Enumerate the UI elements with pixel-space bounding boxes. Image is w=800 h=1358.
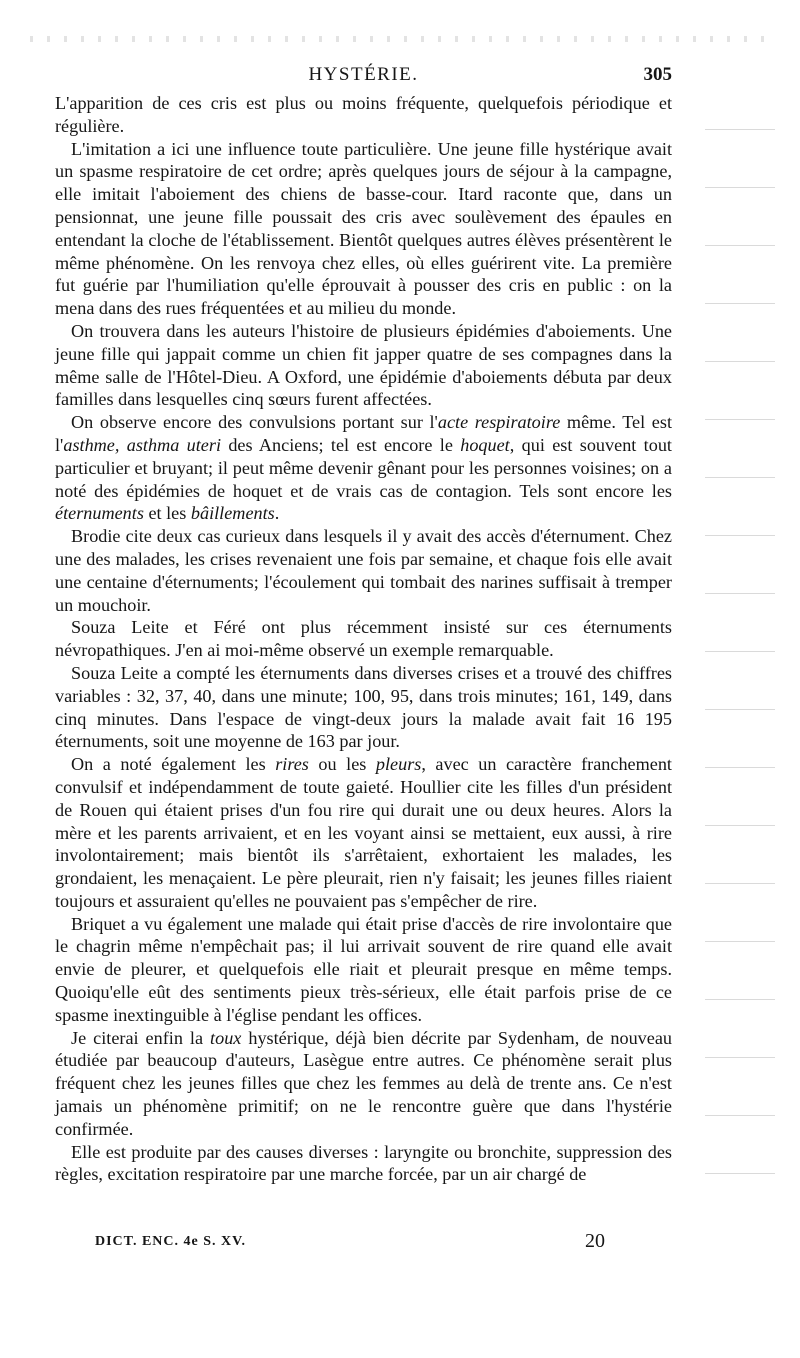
italic-term: hoquet [460,434,510,455]
body-text [55,92,672,1186]
paragraph [55,753,672,913]
italic-term: rires [275,754,309,775]
text-run: Elle est produite par des causes diverses : laryngite ou bronchite, suppression des règles, excitation respiratoire par une marche forcée, par un air chargé de [55,1141,672,1185]
text-run: L'imitation a ici une influence toute particulière. Une jeune fille hystérique avait un spasme respiratoire de cet ordre; après quelques jours de séjour à la campagne, elle imitait l'aboiement des chiens de basse-cour. Itard raconte que, dans un pensionnat, une jeune fille poussait des cris avec soulèvement des épaules en entendant la cloche de l'établissement. Bientôt quelques autres élèves présentèrent le même phénomène. On les renvoya chez elles, où elles guérirent vite. La première fut guérie par l'humiliation qu'elle éprouvait à pousser des cris en public : on la mena dans des rues fréquentées et au milieu du monde. [55,138,672,319]
text-run: Souza Leite a compté les éternuments dans diverses crises et a trouvé des chiffres variables : 32, 37, 40, dans une minute; 100, 95, dans trois minutes; 161, 149, dans cinq minutes. Dans l'espace de vingt-deux jours la malade avait fait 16 195 éternuments, soit une moyenne de 163 par jour. [55,662,672,752]
text-run: On observe encore des convulsions portant sur l' [71,412,438,433]
text-run: et les [143,503,191,524]
italic-term: acte respiratoire [437,412,561,433]
text-run: Je citerai enfin la [71,1027,211,1048]
italic-term: bâillements [190,503,275,524]
text-run: même. Tel est l' [55,412,673,455]
paragraph [55,411,672,525]
scan-noise-top [30,36,770,42]
text-run: Briquet a vu également une malade qui était prise d'accès de rire involontaire que le chagrin même n'empêchait pas; il lui arrivait souvent de rire quand elle avait envie de pleurer, et quelquefois elle riait et pleurait presque en même temps. Quoiqu'elle eût des sentiments pieux très-sérieux, elle était parfois prise de ce spasme inextinguible à l'église pendant les offices. [55,913,672,1025]
text-run: , avec un caractère franchement convulsif et indépendamment de toute gaieté. Houllier cite les filles d'un président de Rouen qui étaient prises d'un fou rire qui durait une ou deux heures. Alors la mère et les parents arrivaient, et en les voyant ainsi se mettaient, eux aussi, à rire involontairement; mais bientôt ils s'arrêtaient, exhortaient les malades, les grondaient, les menaçaient. Le père pleurait, rien n'y faisait; les jeunes filles riaient toujours et assuraient qu'elles ne pouvaient pas s'empêcher de rire. [55,754,672,911]
text-run: Brodie cite deux cas curieux dans lesquels il y avait des accès d'éternument. Chez une des malades, les crises revenaient une fois par semaine, et chaque fois elle avait une centaine d'éternuments; l'écoulement qui tombait des narines suffisait à tremper un mouchoir. [55,526,672,615]
italic-term: éternuments [55,503,144,524]
text-run: Souza Leite et Féré ont plus récemment insisté sur ces éternuments névropathiques. J'en ai moi-même observé un exemple remarquable. [55,617,672,661]
paragraph [55,1141,672,1187]
text-run: . [274,503,280,524]
text-run: ou les [308,754,376,775]
text-run: On a noté également les [71,754,276,775]
paragraph [55,138,672,320]
text-run: , qui est souvent tout particulier et bruyant; il peut même devenir gênant pour les personnes voisines; on a noté des épidémies de hoquet et de vrais cas de contagion. Tels sont encore les [55,434,672,501]
page-footer [95,1230,605,1258]
paragraph [55,92,672,138]
paragraph [55,616,672,662]
page-header [55,64,672,90]
italic-term: toux [210,1027,242,1048]
text-run: L'apparition de ces cris est plus ou moins fréquente, quelquefois périodique et régulière. [55,93,672,136]
scan-noise-margin [705,95,775,1215]
italic-term: pleurs [375,754,422,775]
running-title: HYSTÉRIE. [308,64,419,85]
paragraph [55,913,672,1027]
gathering-number: 20 [585,1230,605,1252]
paragraph [55,1027,672,1141]
italic-term: asthme, asthma uteri [63,434,221,455]
paragraph [55,320,672,411]
text-run: des Anciens; tel est encore le [221,434,461,455]
text-run: hystérique, déjà bien décrite par Sydenham, de nouveau étudiée par beaucoup d'auteurs, Lasègue entre autres. Ce phénomène serait plus fréquent chez les jeunes filles que chez les femmes au delà de trente ans. Ce n'est jamais un phénomène primitif; on ne le rencontre guère que dans l'hystérie confirmée. [55,1027,672,1139]
paragraph [55,525,672,616]
page-number: 305 [643,64,672,85]
signature-mark: DICT. ENC. 4e S. XV. [95,1234,246,1249]
paragraph [55,662,672,753]
text-run: On trouvera dans les auteurs l'histoire de plusieurs épidémies d'aboiements. Une jeune fille qui jappait comme un chien fit japper quatre de ses compagnes dans la même salle de l'Hôtel-Dieu. A Oxford, une épidémie d'aboiements débuta par deux familles dans lesquelles cinq sœurs furent affectées. [55,320,672,410]
